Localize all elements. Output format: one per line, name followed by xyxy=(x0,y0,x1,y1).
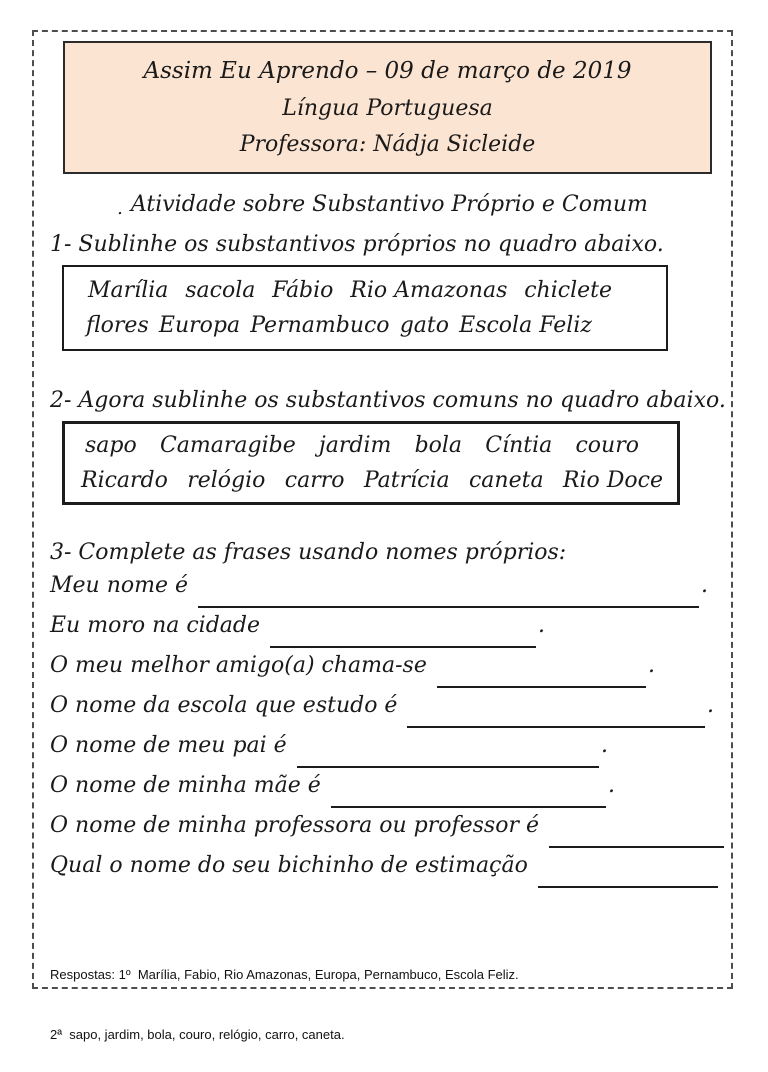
word: Rio Amazonas xyxy=(350,277,508,303)
page-title: Atividade sobre Substantivo Próprio e Comum xyxy=(130,192,648,217)
answer-blank xyxy=(538,885,718,888)
header-subject: Língua Portuguesa xyxy=(282,95,493,121)
word: Cíntia xyxy=(485,433,553,459)
answer-blank xyxy=(198,605,699,608)
word: Rio Doce xyxy=(562,467,663,493)
stray-period-mark: . xyxy=(117,198,123,219)
fill-line xyxy=(34,653,655,693)
worksheet-header-box xyxy=(63,41,712,174)
word: Pernambuco xyxy=(250,313,390,339)
page-title-row xyxy=(34,191,731,223)
fill-line xyxy=(34,853,720,893)
fill-line-suffix: . xyxy=(648,653,655,678)
header-title: Assim Eu Aprendo – 09 de março de 2019 xyxy=(143,57,632,84)
word: Fábio xyxy=(272,277,334,303)
fill-line-label: O nome da escola que estudo é xyxy=(50,693,398,718)
fill-line-label: O nome de minha professora ou professor é xyxy=(50,813,539,838)
fill-line-label: O nome de meu pai é xyxy=(50,733,287,758)
answer-blank xyxy=(331,805,606,808)
word-row xyxy=(65,468,677,493)
word-row xyxy=(64,278,666,303)
fill-line-suffix: . xyxy=(601,733,608,758)
fill-line-label: Qual o nome do seu bichinho de estimação xyxy=(50,853,528,878)
word: carro xyxy=(284,467,345,493)
fill-line xyxy=(34,733,608,773)
fill-line xyxy=(34,573,708,613)
fill-line-label: O nome de minha mãe é xyxy=(50,773,321,798)
word: bola xyxy=(414,433,463,459)
fill-line-suffix: . xyxy=(538,613,545,638)
fill-line-suffix: . xyxy=(608,773,615,798)
fill-line xyxy=(34,773,615,813)
word: sapo xyxy=(85,433,137,459)
word: jardim xyxy=(318,433,392,459)
fill-line-label: Meu nome é xyxy=(50,573,189,598)
answer-blank xyxy=(437,685,646,688)
fill-line-label: Eu moro na cidade xyxy=(50,613,261,638)
word-row xyxy=(64,313,666,338)
fill-line xyxy=(34,813,726,853)
word: sacola xyxy=(185,277,256,303)
answer-blank xyxy=(270,645,536,648)
worksheet-page xyxy=(32,30,733,1042)
word: gato xyxy=(399,313,449,339)
fill-line-label: O meu melhor amigo(a) chama-se xyxy=(50,653,427,678)
answer-blank xyxy=(297,765,599,768)
fill-line-suffix: . xyxy=(707,693,714,718)
fill-line-suffix: . xyxy=(701,573,708,598)
exercise2-word-box xyxy=(62,421,680,505)
word: Europa xyxy=(158,313,241,339)
exercise1-word-box xyxy=(62,265,668,351)
exercise3-prompt: 3- Complete as frases usando nomes próprios: xyxy=(50,540,567,565)
word: Patrícia xyxy=(363,467,450,493)
fill-in-lines xyxy=(34,573,731,893)
exercise1-prompt: 1- Sublinhe os substantivos próprios no quadro abaixo. xyxy=(50,232,664,257)
word: Camaragibe xyxy=(159,433,296,459)
word: caneta xyxy=(468,467,544,493)
word: Ricardo xyxy=(81,467,168,493)
word: relógio xyxy=(187,467,266,493)
answer-blank xyxy=(407,725,705,728)
header-teacher: Professora: Nádja Sicleide xyxy=(239,132,536,158)
answers-line-1: Respostas: 1º Marília, Fabio, Rio Amazonas, Europa, Pernambuco, Escola Feliz. xyxy=(50,967,519,982)
word: chiclete xyxy=(524,277,612,303)
word: couro xyxy=(575,433,639,459)
fill-line xyxy=(34,613,545,653)
exercise2-prompt: 2- Agora sublinhe os substantivos comuns no quadro abaixo. xyxy=(50,388,726,413)
answers-line-2: 2ª sapo, jardim, bola, couro, relógio, carro, caneta. xyxy=(50,1027,345,1042)
word-row xyxy=(65,433,677,458)
fill-line xyxy=(34,693,714,733)
answer-blank xyxy=(549,845,724,848)
word: Escola Feliz xyxy=(459,313,592,339)
word: flores xyxy=(86,313,149,339)
answers-footer xyxy=(50,937,731,1072)
word: Marília xyxy=(88,277,169,303)
